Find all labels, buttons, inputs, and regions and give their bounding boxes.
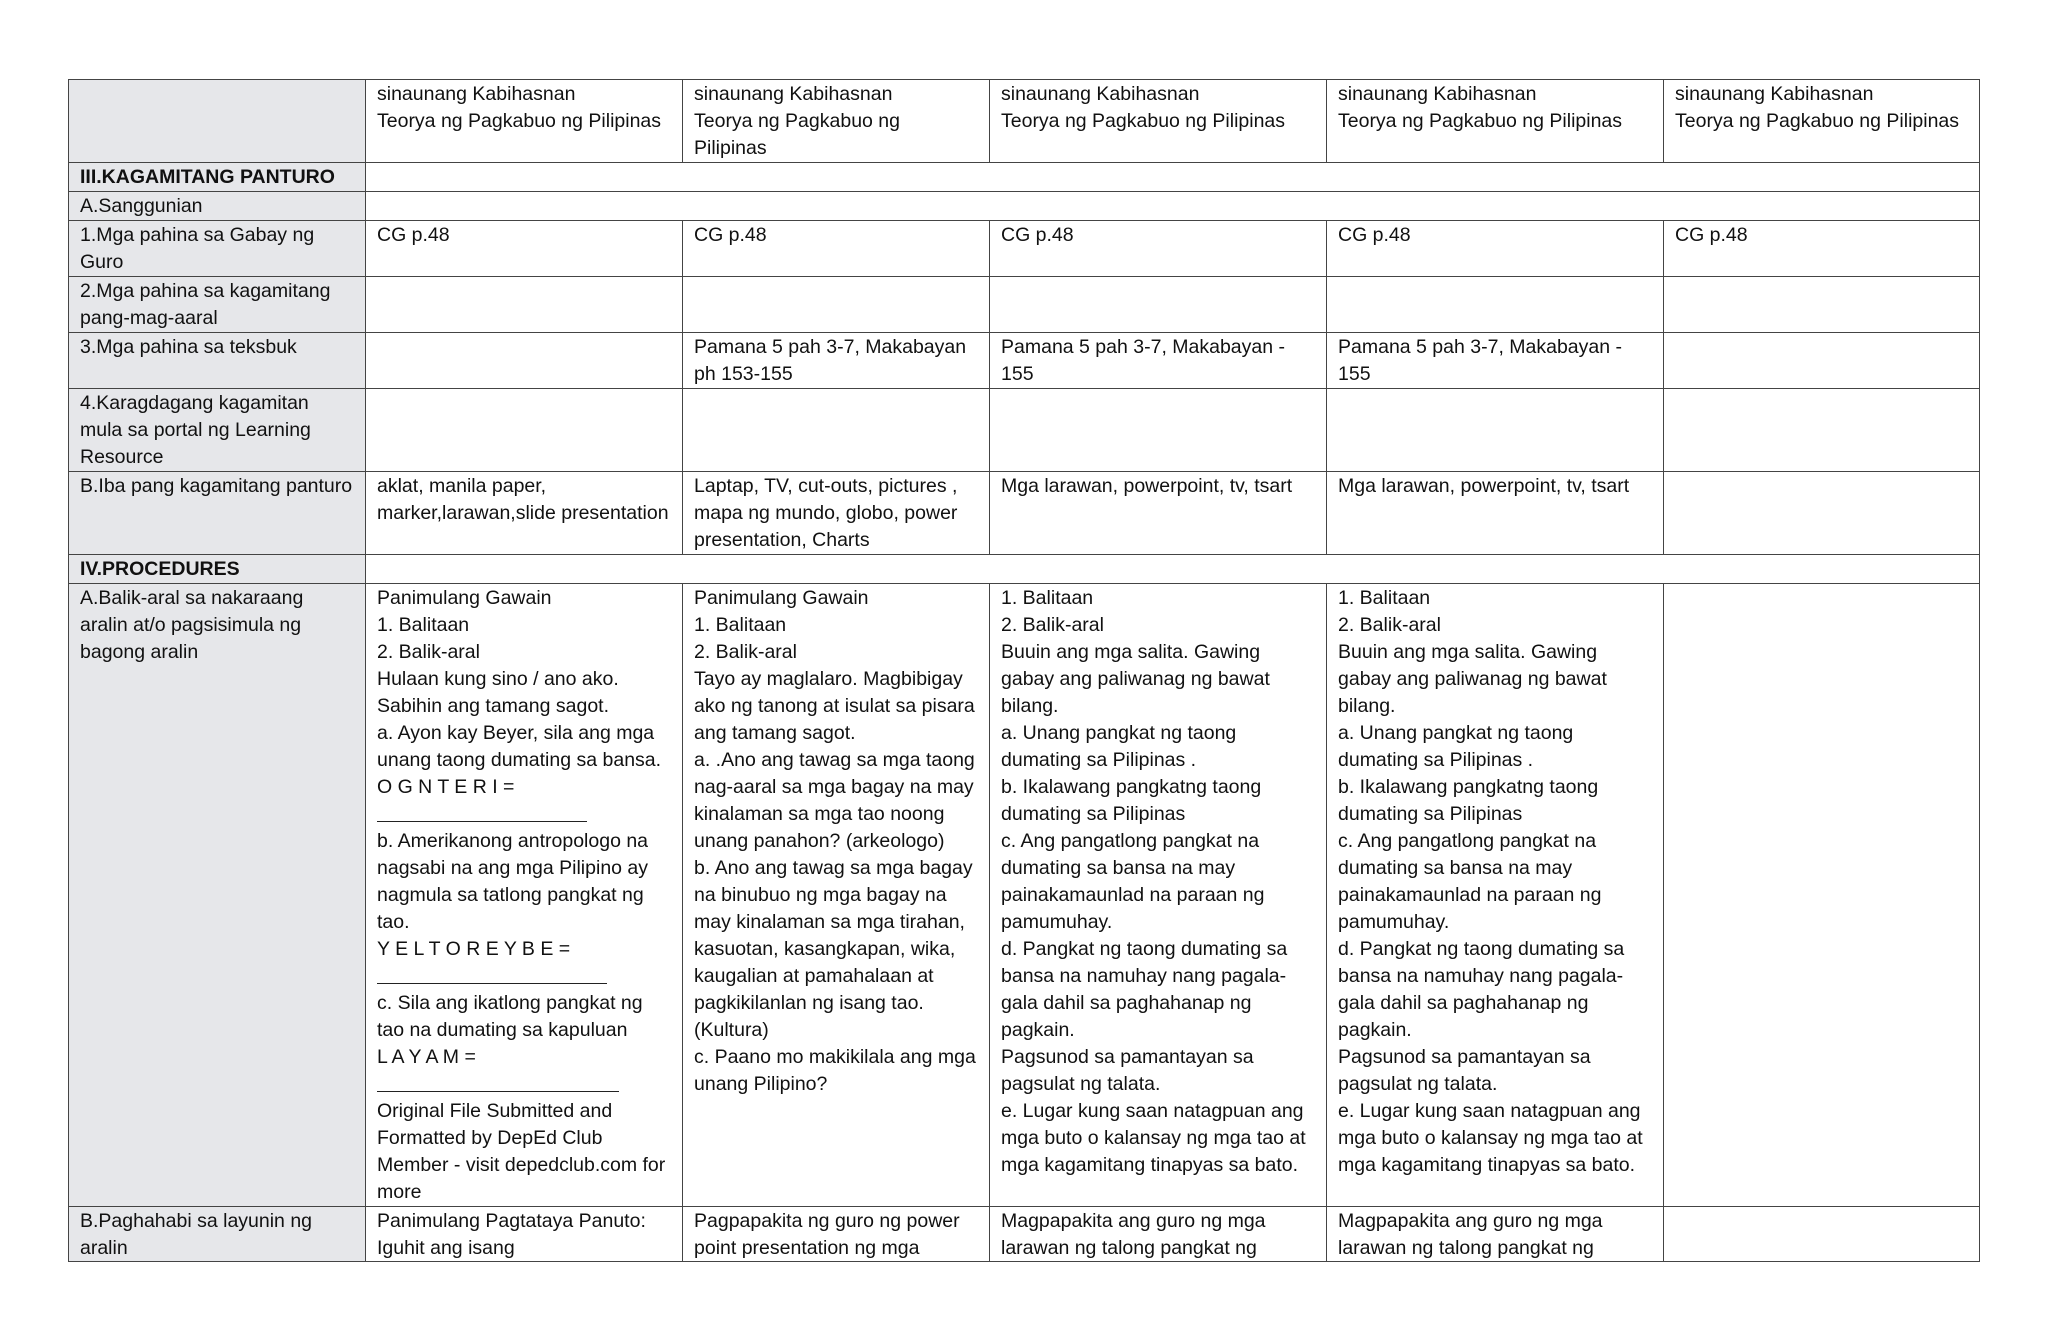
table-cell (1664, 389, 1980, 472)
answer-blank (377, 1071, 619, 1092)
portal-row (69, 389, 1980, 472)
section-heading-procedures: IV.PROCEDURES (69, 555, 366, 584)
table-cell (1664, 277, 1980, 333)
section-filler (366, 555, 1980, 584)
row-label: 2.Mga pahina sa kagamitang pang-mag-aaral (69, 277, 366, 333)
table-cell: CG p.48 (990, 221, 1327, 277)
table-cell (990, 389, 1327, 472)
row-label: 1.Mga pahina sa Gabay ng Guro (69, 221, 366, 277)
balik-aral-cell-2: Panimulang Gawain 1. Balitaan 2. Balik-aral Tayo ay maglalaro. Magbibigay ako ng tanong at isulat sa pisara ang tamang sagot. a. .Ano ang tawag sa mga taong nag-aaral sa mga bagay na may kinalaman sa mga tao noong unang panahon? (arkeologo) b. Ano ang tawag sa mga bagay na binubuo ng mga bagay na may kinalaman sa mga tirahan, kasuotan, kasangkapan, wika, kaugalian at pamahalaan at pagkikilanlan ng isang tao. (Kultura) c. Paano mo makikilala ang mga unang Pilipino? (683, 584, 990, 1207)
topic-cell: sinaunang Kabihasnan Teorya ng Pagkabuo ng Pilipinas (990, 80, 1327, 163)
lesson-plan-page (68, 79, 1979, 1262)
row-label: B.Iba pang kagamitang panturo (69, 472, 366, 555)
table-cell: CG p.48 (1664, 221, 1980, 277)
section-row-materials (69, 163, 1980, 192)
table-cell: CG p.48 (1327, 221, 1664, 277)
table-cell: Laptap, TV, cut-outs, pictures , mapa ng mundo, globo, power presentation, Charts (683, 472, 990, 555)
topic-cell: sinaunang Kabihasnan Teorya ng Pagkabuo ng Pilipinas (1664, 80, 1980, 163)
row-label: A.Balik-aral sa nakaraang aralin at/o pagsisimula ng bagong aralin (69, 584, 366, 1207)
sanggunian-filler (366, 192, 1980, 221)
balik-aral-row (69, 584, 1980, 1207)
paghahabi-row (69, 1207, 1980, 1262)
balik-aral-cell-4: 1. Balitaan 2. Balik-aral Buuin ang mga salita. Gawing gabay ang paliwanag ng bawat bilang. a. Unang pangkat ng taong dumating sa Pilipinas . b. Ikalawang pangkatng taong dumating sa Pilipinas c. Ang pangatlong pangkat na dumating sa bansa na may painakamaunlad na paraan ng pamumuhay. d. Pangkat ng taong dumating sa bansa na namuhay nang pagala-gala dahil sa paghahanap ng pagkain. Pagsunod sa pamantayan sa pagsulat ng talata. e. Lugar kung saan natagpuan ang mga buto o kalansay ng mga tao at mga kagamitang tinapyas sa bato. (1327, 584, 1664, 1207)
answer-blank (377, 963, 607, 984)
lesson-plan-table (68, 79, 1980, 1262)
table-cell: Panimulang Pagtataya Panuto: Iguhit ang isang (366, 1207, 683, 1262)
table-cell: Pagpapakita ng guro ng power point presentation ng mga (683, 1207, 990, 1262)
topic-cell: sinaunang Kabihasnan Teorya ng Pagkabuo ng Pilipinas (683, 80, 990, 163)
table-cell (1327, 389, 1664, 472)
table-cell: aklat, manila paper, marker,larawan,slide presentation (366, 472, 683, 555)
balik-aral-cell-3: 1. Balitaan 2. Balik-aral Buuin ang mga salita. Gawing gabay ang paliwanag ng bawat bilang. a. Unang pangkat ng taong dumating sa Pilipinas . b. Ikalawang pangkatng taong dumating sa Pilipinas c. Ang pangatlong pangkat na dumating sa bansa na may painakamaunlad na paraan ng pamumuhay. d. Pangkat ng taong dumating sa bansa na namuhay nang pagala-gala dahil sa paghahanap ng pagkain. Pagsunod sa pamantayan sa pagsulat ng talata. e. Lugar kung saan natagpuan ang mga buto o kalansay ng mga tao at mga kagamitang tinapyas sa bato. (990, 584, 1327, 1207)
sanggunian-row (69, 192, 1980, 221)
table-cell: Magpapakita ang guro ng mga larawan ng talong pangkat ng (1327, 1207, 1664, 1262)
table-cell: Magpapakita ang guro ng mga larawan ng talong pangkat ng (990, 1207, 1327, 1262)
topic-cell: sinaunang Kabihasnan Teorya ng Pagkabuo ng Pilipinas (1327, 80, 1664, 163)
table-cell (1664, 333, 1980, 389)
table-cell (683, 389, 990, 472)
table-cell: Pamana 5 pah 3-7, Makabayan - 155 (1327, 333, 1664, 389)
topic-row (69, 80, 1980, 163)
table-cell: Mga larawan, powerpoint, tv, tsart (990, 472, 1327, 555)
topic-label-cell (69, 80, 366, 163)
section-filler (366, 163, 1980, 192)
table-cell: Pamana 5 pah 3-7, Makabayan - 155 (990, 333, 1327, 389)
row-label: 3.Mga pahina sa teksbuk (69, 333, 366, 389)
table-cell: CG p.48 (683, 221, 990, 277)
table-cell (366, 389, 683, 472)
table-cell (366, 277, 683, 333)
balik-aral-cell-1: Panimulang Gawain 1. Balitaan 2. Balik-aral Hulaan kung sino / ano ako. Sabihin ang tamang sagot. a. Ayon kay Beyer, sila ang mga unang taong dumating sa bansa. O G N T E R I = b. Amerikanong antropologo na nagsabi na ang mga Pilipino ay nagmula sa tatlong pangkat ng tao. Y E L T O R E Y B E = c. Sila ang ikatlong pangkat ng tao na dumating sa kapuluan L A Y A M = Original File Submitted and Formatted by DepEd Club Member - visit depedclub.com for more (366, 584, 683, 1207)
table-cell (1664, 1207, 1980, 1262)
topic-cell: sinaunang Kabihasnan Teorya ng Pagkabuo ng Pilipinas (366, 80, 683, 163)
table-cell: CG p.48 (366, 221, 683, 277)
answer-blank (377, 801, 587, 822)
mag-aaral-row (69, 277, 1980, 333)
sanggunian-label: A.Sanggunian (69, 192, 366, 221)
balik-aral-cell-5 (1664, 584, 1980, 1207)
table-cell: Mga larawan, powerpoint, tv, tsart (1327, 472, 1664, 555)
section-heading-materials: III.KAGAMITANG PANTURO (69, 163, 366, 192)
row-label: 4.Karagdagang kagamitan mula sa portal ng Learning Resource (69, 389, 366, 472)
table-cell (1664, 472, 1980, 555)
row-label: B.Paghahabi sa layunin ng aralin (69, 1207, 366, 1262)
section-row-procedures (69, 555, 1980, 584)
gabay-row (69, 221, 1980, 277)
table-cell (366, 333, 683, 389)
table-cell (990, 277, 1327, 333)
table-cell (1327, 277, 1664, 333)
iba-pa-row (69, 472, 1980, 555)
teksbuk-row (69, 333, 1980, 389)
table-cell (683, 277, 990, 333)
table-cell: Pamana 5 pah 3-7, Makabayan ph 153-155 (683, 333, 990, 389)
